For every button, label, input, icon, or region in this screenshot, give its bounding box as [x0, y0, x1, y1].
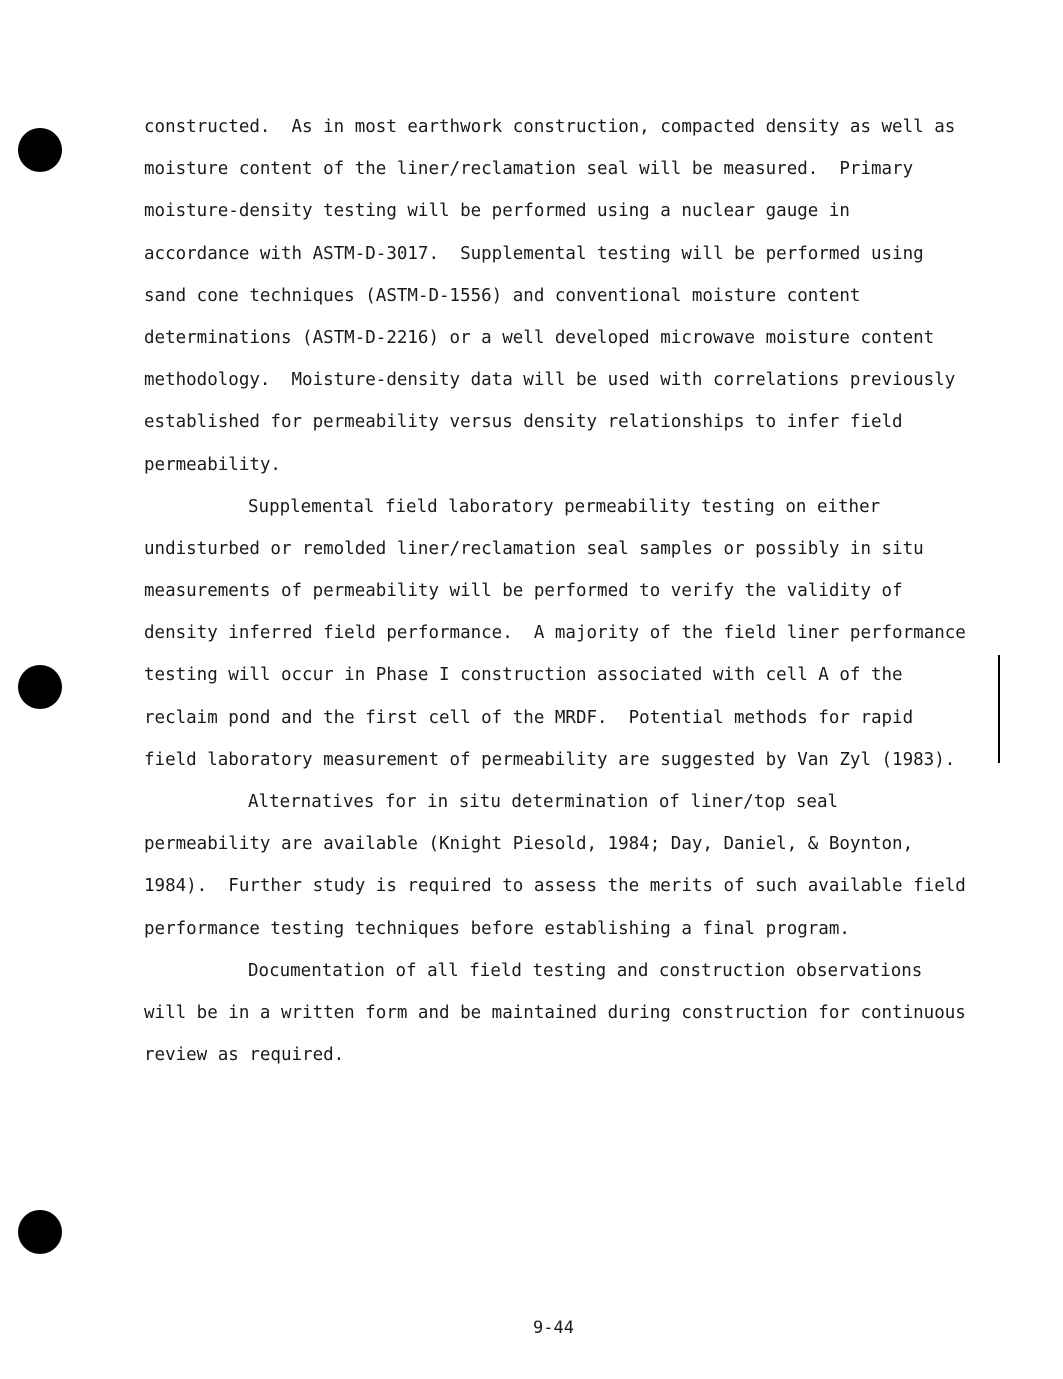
text-line: density inferred field performance. A majority of the field liner performance — [144, 623, 966, 644]
text-line: methodology. Moisture-density data will be used with correlations previously — [144, 370, 956, 391]
body-text — [144, 112, 984, 1082]
text-line: Supplemental field laboratory permeability testing on either — [248, 496, 881, 517]
text-line: accordance with ASTM-D-3017. Supplemental testing will be performed using — [144, 243, 924, 264]
text-line: reclaim pond and the first cell of the MRDF. Potential methods for rapid — [144, 707, 914, 728]
text-line: field laboratory measurement of permeability are suggested by Van Zyl (1983). — [144, 749, 956, 770]
text-line: performance testing techniques before establishing a final program. — [144, 918, 850, 939]
revision-bar — [998, 655, 1000, 763]
binder-hole — [18, 1210, 62, 1254]
text-line: review as required. — [144, 1045, 345, 1066]
text-line: 1984). Further study is required to assess the merits of such available field — [144, 876, 966, 897]
text-line: permeability are available (Knight Piesold, 1984; Day, Daniel, & Boynton, — [144, 834, 914, 855]
text-line: Documentation of all field testing and construction observations — [248, 960, 923, 981]
text-line: permeability. — [144, 454, 281, 475]
text-line: moisture content of the liner/reclamation seal will be measured. Primary — [144, 159, 914, 180]
text-line: established for permeability versus density relationships to infer field — [144, 412, 903, 433]
paragraph-1 — [144, 112, 984, 492]
text-line: Alternatives for in situ determination of liner/top seal — [248, 792, 839, 812]
binder-hole — [18, 665, 62, 709]
text-line: measurements of permeability will be performed to verify the validity of — [144, 581, 903, 602]
paragraph-2 — [144, 492, 984, 787]
text-line: sand cone techniques (ASTM-D-1556) and conventional moisture content — [144, 285, 861, 306]
text-line: undisturbed or remolded liner/reclamation seal samples or possibly in situ — [144, 538, 924, 559]
text-line: moisture-density testing will be performed using a nuclear gauge in — [144, 201, 850, 222]
text-line: determinations (ASTM-D-2216) or a well developed microwave moisture content — [144, 327, 935, 348]
text-line: constructed. As in most earthwork construction, compacted density as well as — [144, 117, 956, 137]
text-line: testing will occur in Phase I construction associated with cell A of the — [144, 665, 903, 686]
binder-hole — [18, 128, 62, 172]
page-number: 9-44 — [533, 1318, 574, 1338]
paragraph-3 — [144, 787, 984, 956]
text-line: will be in a written form and be maintained during construction for continuous — [144, 1002, 966, 1023]
paragraph-4 — [144, 956, 984, 1083]
